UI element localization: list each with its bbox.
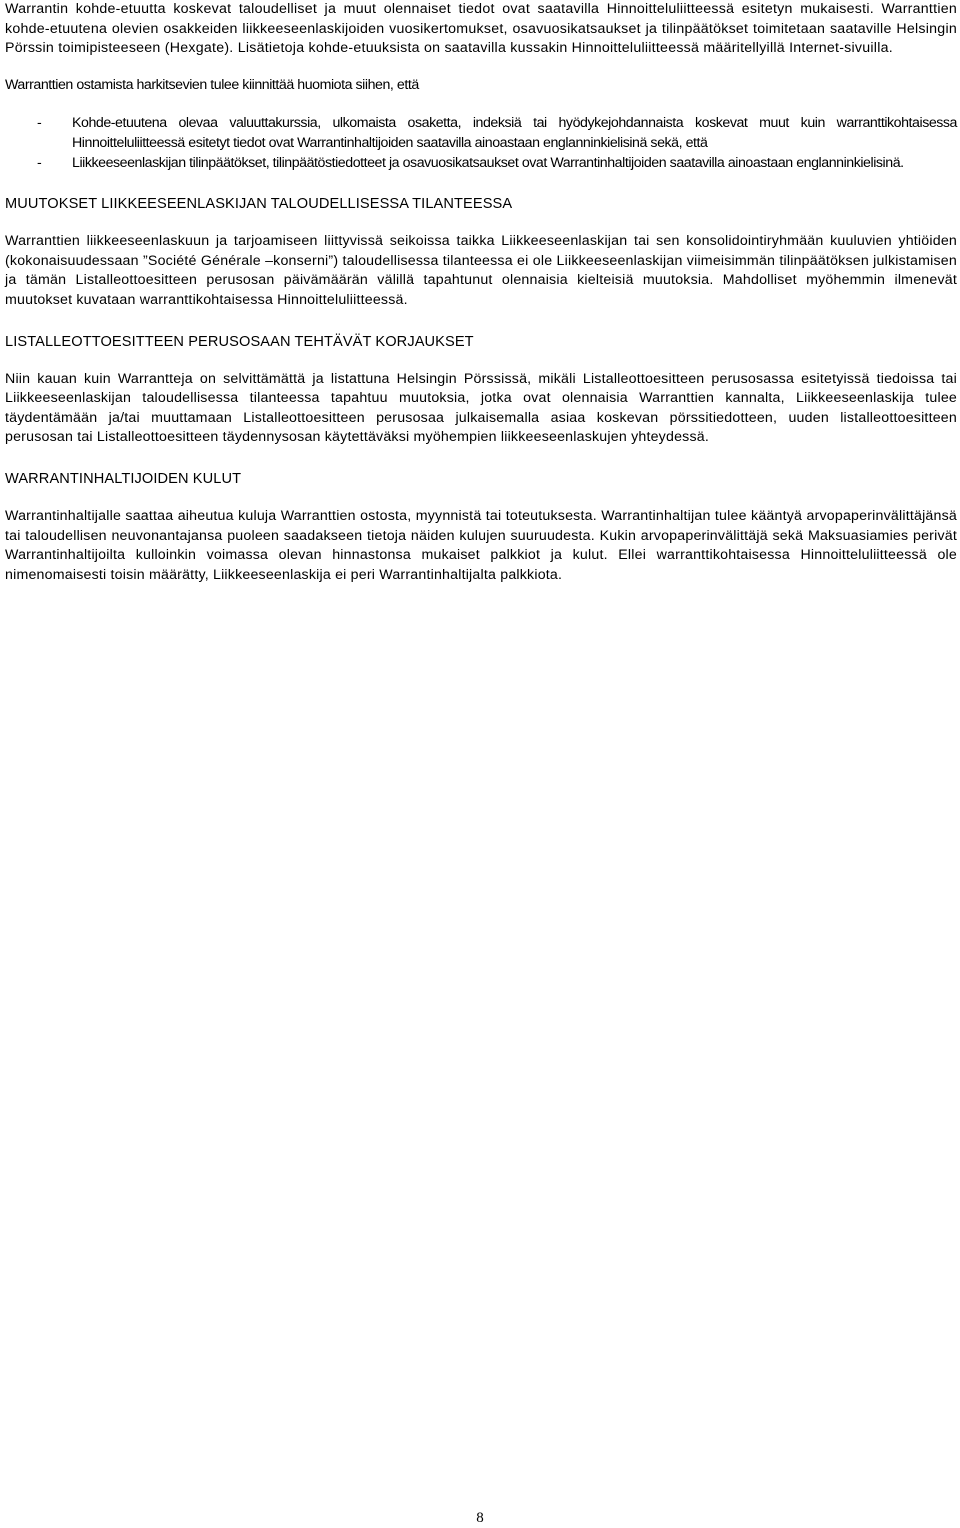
section-heading: WARRANTINHALTIJOIDEN KULUT <box>5 470 242 487</box>
bullet-marker: - <box>37 115 42 132</box>
section-heading: MUUTOKSET LIIKKEESEENLASKIJAN TALOUDELLISESSA TILANTEESSA <box>5 196 513 213</box>
section-paragraph: Niin kauan kuin Warrantteja on selvittämättä ja listattuna Helsingin Pörssissä, mikäli Listalleottoesitteen perusosassa esitetyissä tiedoissa tai Liikkeeseenlaskijan taloudellisessa tilanteessa tapahtuu muutoksia, jotka ovat olennaisia Warranttien kannalta, Liikkeeseenlaskija tulee täydentämään ja/tai muuttamaan Listalleottoesitteen perusosaa julkaisemalla asiaa koskevan pörssitiedotteen, uuden listalleottoesitteen perusosan tai Listalleottoesitteen täydennysosan käytettäväksi myöhempien liikkeeseenlaskujen yhteydessä. <box>5 370 957 446</box>
bullet-item <box>5 154 957 174</box>
section-paragraph: Warranttien liikkeeseenlaskuun ja tarjoamiseen liittyvissä seikoissa taikka Liikkeeseenlaskijan tai sen konsolidointiryhmään kuuluvien yhtiöiden (kokonaisuudessaan ”Société Générale –konserni”) taloudellisessa tilanteessa ei ole Liikkeeseenlaskijan viimeisimmän tilinpäätöksen julkistamisen ja tämän Listalleottoesitteen perusosan päivämäärän välillä tapahtunut olennaisia kielteisiä muutoksia. Mahdolliset myöhemmin ilmenevät muutokset kuvataan warranttikohtaisessa Hinnoitteluliitteessä. <box>5 233 957 308</box>
lead-sentence: Warranttien ostamista harkitsevien tulee kiinnittää huomiota siihen, että <box>5 76 419 93</box>
bullet-list <box>5 114 957 173</box>
bullet-marker: - <box>37 154 42 171</box>
bullet-text: Kohde-etuutena olevaa valuuttakurssia, ulkomaista osaketta, indeksiä tai hyödykejohdannaista koskevat muut kuin warranttikohtaisessa Hinnoitteluliitteessä esitetyt tiedot ovat Warrantinhaltijoiden saatavilla ainoastaan englanninkielisinä sekä, että <box>72 115 957 151</box>
page-number: 8 <box>476 1510 484 1526</box>
bullet-text: Liikkeeseenlaskijan tilinpäätökset, tilinpäätöstiedotteet ja osavuosikatsaukset ovat Warrantinhaltijoiden saatavilla ainoastaan englanninkielisinä. <box>72 154 904 171</box>
intro-paragraph: Warrantin kohde-etuutta koskevat taloudelliset ja muut olennaiset tiedot ovat saatavilla Hinnoitteluliitteessä esitetyn mukaisesti. Warranttien kohde-etuutena olevien osakkeiden liikkeeseenlaskijoiden vuosikertomukset, osavuosikatsaukset ja tilinpäätökset toimitetaan saataville Helsingin Pörssin toimipisteeseen (Hexgate). Lisätietoja kohde-etuuksista on saatavilla kussakin Hinnoitteluliitteessä määritellyillä Internet-sivuilla. <box>5 1 957 57</box>
section-heading: LISTALLEOTTOESITTEEN PERUSOSAAN TEHTÄVÄT KORJAUKSET <box>5 333 474 350</box>
bullet-item <box>5 114 957 153</box>
section-paragraph: Warrantinhaltijalle saattaa aiheutua kuluja Warranttien ostosta, myynnistä tai toteutuksesta. Warrantinhaltijan tulee kääntyä arvopaperinvälittäjänsä tai taloudellisen neuvonantajansa puoleen saadakseen tietoja näiden kulujen suuruudesta. Kukin arvopaperinvälittäjä sekä Maksuasiamies perivät Warrantinhaltijoilta kulloinkin voimassa olevan hinnastonsa mukaiset palkkiot ja kulut. Ellei warranttikohtaisessa Hinnoitteluliitteessä ole nimenomaisesti toisin määrätty, Liikkeeseenlaskija ei peri Warrantinhaltijalta palkkiota. <box>5 507 957 583</box>
document-page <box>5 0 957 585</box>
